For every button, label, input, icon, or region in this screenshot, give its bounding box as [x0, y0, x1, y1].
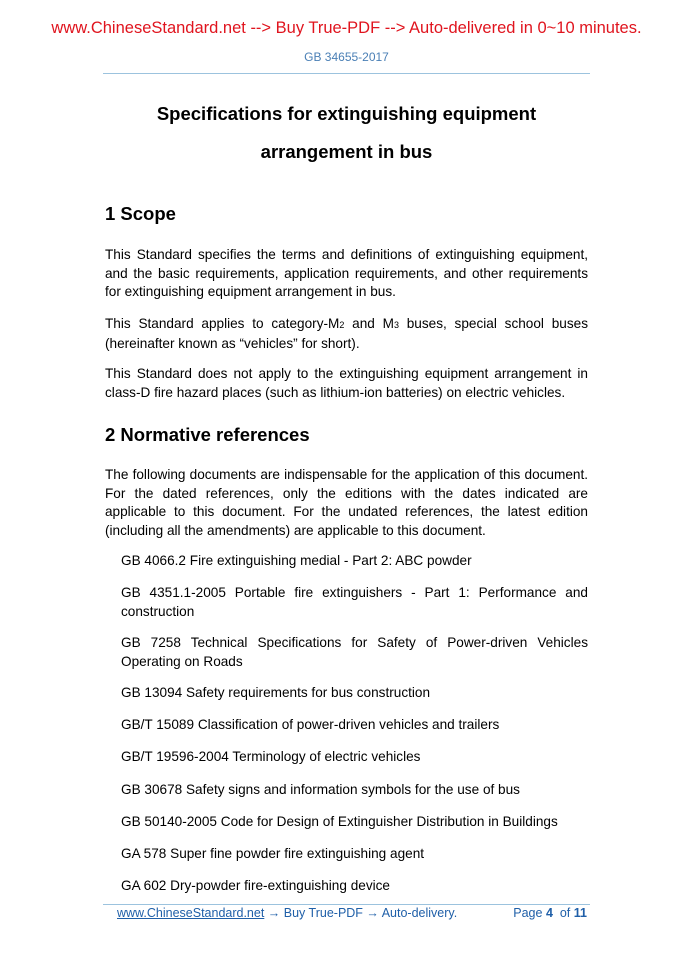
document-title-line1: Specifications for extinguishing equipment [156, 103, 537, 124]
footer-text: → Buy True-PDF → Auto-delivery. [264, 906, 458, 920]
reference-item: GB 4066.2 Fire extinguishing medial - Part 2: ABC powder [121, 553, 472, 568]
document-id: GB 34655-2017 [304, 50, 389, 64]
reference-item: GB 13094 Safety requirements for bus construction [121, 685, 431, 700]
reference-item: GA 578 Super fine powder fire extinguishing agent [121, 846, 425, 861]
text: This Standard applies to category-M [105, 316, 340, 331]
section-heading-normative-references: 2 Normative references [105, 424, 310, 445]
text: buses, special school buses (hereinafter known as “vehicles” for short). [105, 316, 588, 351]
reference-item: GB 50140-2005 Code for Design of Extinguisher Distribution in Buildings [121, 814, 558, 829]
of-label: of [559, 906, 571, 920]
page-indicator [513, 906, 587, 920]
subscript: 3 [393, 320, 399, 330]
scope-paragraph-3: This Standard does not apply to the extinguishing equipment arrangement in class-D fire hazard places (such as lithium-ion batteries) on electric vehicles. [105, 366, 588, 400]
document-title-line2: arrangement in bus [260, 141, 433, 162]
page-label: Page [513, 906, 543, 920]
footer-link[interactable]: www.ChineseStandard.net [117, 906, 265, 920]
reference-item: GA 602 Dry-powder fire-extinguishing device [121, 878, 390, 893]
reference-item: GB/T 15089 Classification of power-driven vehicles and trailers [121, 717, 500, 732]
footer-divider [103, 904, 590, 905]
reference-item: GB 30678 Safety signs and information symbols for the use of bus [121, 782, 520, 797]
references-intro: The following documents are indispensable for the application of this document. For the dated references, only the editions with the dates indicated are applicable to this document. For the undated references, the latest edition (including all the amendments) are applicable to this document. [105, 467, 588, 538]
scope-paragraph-2 [105, 315, 588, 353]
scope-paragraph-1: This Standard specifies the terms and definitions of extinguishing equipment, and the basic requirements, application requirements, and other requirements for extinguishing equipment arrangement in bus. [105, 247, 588, 299]
page-number: 4 [545, 906, 553, 920]
reference-item: GB 4351.1-2005 Portable fire extinguishers - Part 1: Performance and construction [121, 585, 588, 619]
text: and M [344, 316, 394, 331]
promo-banner[interactable]: www.ChineseStandard.net --> Buy True-PDF --> Auto-delivered in 0~10 minutes. [51, 19, 642, 37]
header-divider [103, 73, 590, 74]
page-total: 11 [573, 906, 587, 920]
section-heading-scope: 1 Scope [105, 203, 176, 224]
reference-item: GB 7258 Technical Specifications for Safety of Power-driven Vehicles Operating on Roads [121, 635, 588, 669]
page-footer [117, 906, 587, 920]
subscript: 2 [339, 320, 345, 330]
reference-item: GB/T 19596-2004 Terminology of electric vehicles [121, 749, 421, 764]
